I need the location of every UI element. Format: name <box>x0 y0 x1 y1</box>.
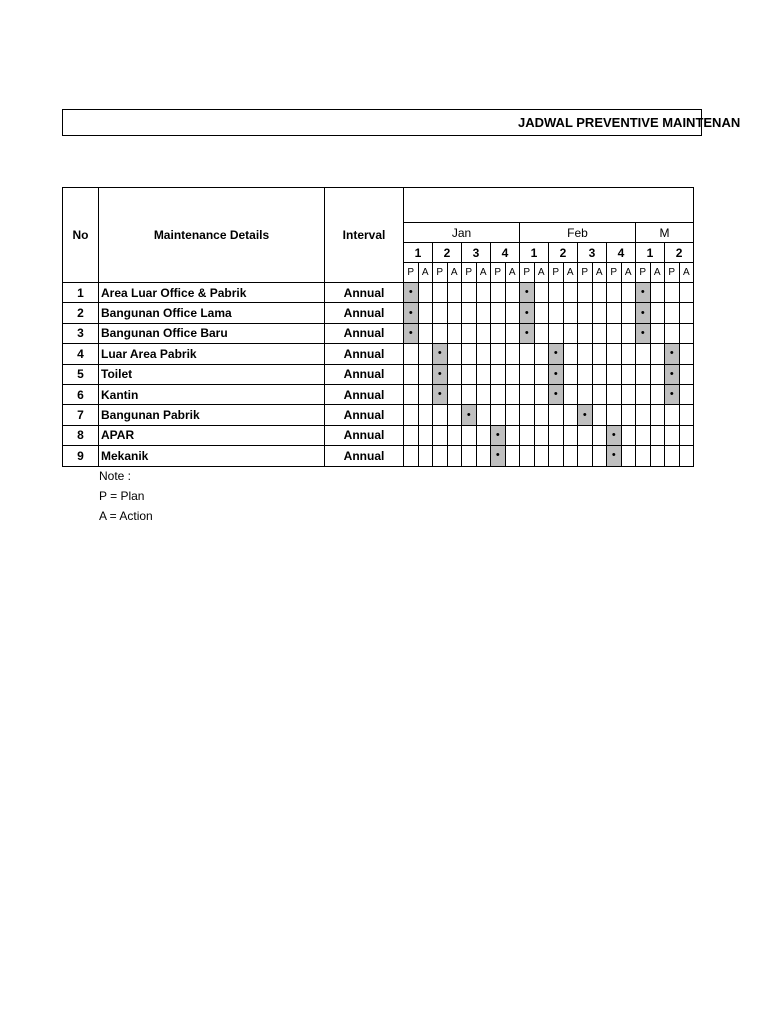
schedule-cell[interactable] <box>592 283 607 303</box>
schedule-cell[interactable] <box>636 425 651 445</box>
schedule-table <box>62 187 694 467</box>
schedule-cell[interactable] <box>549 446 564 466</box>
row-detail[interactable]: Mekanik <box>99 446 325 466</box>
schedule-cell[interactable] <box>462 344 477 364</box>
schedule-cell[interactable] <box>636 446 651 466</box>
schedule-cell[interactable] <box>549 425 564 445</box>
plan-marker-cell[interactable]: • <box>491 446 506 466</box>
schedule-cell[interactable] <box>563 405 578 425</box>
schedule-cell[interactable] <box>534 384 549 404</box>
schedule-cell[interactable] <box>621 405 636 425</box>
schedule-cell[interactable] <box>404 425 419 445</box>
schedule-cell[interactable] <box>433 323 448 343</box>
schedule-cell[interactable] <box>621 384 636 404</box>
schedule-cell[interactable] <box>621 283 636 303</box>
row-interval[interactable]: Annual <box>325 425 404 445</box>
schedule-cell[interactable] <box>563 364 578 384</box>
plan-marker-cell[interactable]: • <box>404 303 419 323</box>
plan-marker-cell[interactable]: • <box>520 323 535 343</box>
action-header: A <box>418 263 433 283</box>
schedule-cell[interactable] <box>534 344 549 364</box>
schedule-cell[interactable] <box>505 384 520 404</box>
schedule-cell[interactable] <box>563 283 578 303</box>
schedule-cell[interactable] <box>592 446 607 466</box>
week-header: 4 <box>607 243 636 263</box>
schedule-cell[interactable] <box>491 344 506 364</box>
row-detail[interactable]: Kantin <box>99 384 325 404</box>
schedule-cell[interactable] <box>621 303 636 323</box>
plan-header: P <box>636 263 651 283</box>
schedule-cell[interactable] <box>650 384 665 404</box>
schedule-cell[interactable] <box>679 323 694 343</box>
month-header: Jan <box>404 223 520 243</box>
schedule-cell[interactable] <box>462 425 477 445</box>
schedule-cell[interactable] <box>679 283 694 303</box>
month-header: M <box>636 223 694 243</box>
plan-marker-cell[interactable]: • <box>433 344 448 364</box>
schedule-cell[interactable] <box>578 364 593 384</box>
schedule-cell[interactable] <box>621 446 636 466</box>
plan-marker-cell[interactable]: • <box>549 344 564 364</box>
schedule-cell[interactable] <box>476 384 491 404</box>
schedule-cell[interactable] <box>665 405 680 425</box>
plan-marker-cell[interactable]: • <box>665 364 680 384</box>
schedule-cell[interactable] <box>592 425 607 445</box>
schedule-cell[interactable] <box>418 446 433 466</box>
schedule-cell[interactable] <box>491 405 506 425</box>
plan-marker-cell[interactable]: • <box>404 283 419 303</box>
schedule-cell[interactable] <box>549 323 564 343</box>
row-number[interactable]: 4 <box>63 344 99 364</box>
schedule-cell[interactable] <box>549 303 564 323</box>
plan-header: P <box>607 263 622 283</box>
schedule-cell[interactable] <box>505 344 520 364</box>
schedule-cell[interactable] <box>665 446 680 466</box>
plan-marker-cell[interactable]: • <box>462 405 477 425</box>
plan-marker-cell[interactable]: • <box>607 425 622 445</box>
table-row <box>63 446 694 466</box>
schedule-cell[interactable] <box>462 303 477 323</box>
schedule-cell[interactable] <box>534 303 549 323</box>
schedule-cell[interactable] <box>607 384 622 404</box>
schedule-cell[interactable] <box>520 425 535 445</box>
week-header: 2 <box>665 243 694 263</box>
schedule-cell[interactable] <box>563 303 578 323</box>
schedule-cell[interactable] <box>534 323 549 343</box>
plan-marker-cell[interactable]: • <box>607 446 622 466</box>
week-header: 3 <box>578 243 607 263</box>
schedule-cell[interactable] <box>520 446 535 466</box>
schedule-cell[interactable] <box>505 323 520 343</box>
schedule-cell[interactable] <box>679 446 694 466</box>
schedule-cell[interactable] <box>534 283 549 303</box>
plan-marker-cell[interactable]: • <box>549 364 564 384</box>
schedule-cell[interactable] <box>665 323 680 343</box>
row-interval[interactable]: Annual <box>325 446 404 466</box>
schedule-cell[interactable] <box>505 283 520 303</box>
schedule-cell[interactable] <box>578 425 593 445</box>
row-detail[interactable]: Area Luar Office & Pabrik <box>99 283 325 303</box>
week-header: 2 <box>433 243 462 263</box>
row-interval[interactable]: Annual <box>325 405 404 425</box>
note-heading: Note : <box>99 469 132 483</box>
schedule-cell[interactable] <box>476 405 491 425</box>
schedule-cell[interactable] <box>650 323 665 343</box>
schedule-cell[interactable] <box>404 405 419 425</box>
schedule-cell[interactable] <box>578 344 593 364</box>
schedule-cell[interactable] <box>433 446 448 466</box>
week-header: 1 <box>404 243 433 263</box>
plan-header: P <box>578 263 593 283</box>
schedule-cell[interactable] <box>592 364 607 384</box>
row-number[interactable]: 9 <box>63 446 99 466</box>
note-plan: P = Plan <box>99 489 145 503</box>
action-header: A <box>650 263 665 283</box>
schedule-cell[interactable] <box>462 384 477 404</box>
plan-marker-cell[interactable]: • <box>491 425 506 445</box>
schedule-cell[interactable] <box>476 364 491 384</box>
row-interval[interactable]: Annual <box>325 303 404 323</box>
row-interval[interactable]: Annual <box>325 384 404 404</box>
row-number[interactable]: 8 <box>63 425 99 445</box>
schedule-cell[interactable] <box>462 323 477 343</box>
plan-marker-cell[interactable]: • <box>520 303 535 323</box>
schedule-cell[interactable] <box>476 303 491 323</box>
schedule-cell[interactable] <box>592 303 607 323</box>
schedule-cell[interactable] <box>578 323 593 343</box>
schedule-cell[interactable] <box>418 425 433 445</box>
row-detail[interactable]: Bangunan Office Baru <box>99 323 325 343</box>
schedule-cell[interactable] <box>679 425 694 445</box>
schedule-cell[interactable] <box>491 303 506 323</box>
plan-marker-cell[interactable]: • <box>549 384 564 404</box>
schedule-cell[interactable] <box>491 283 506 303</box>
schedule-cell[interactable] <box>520 384 535 404</box>
row-interval[interactable]: Annual <box>325 283 404 303</box>
schedule-cell[interactable] <box>491 323 506 343</box>
schedule-cell[interactable] <box>607 323 622 343</box>
schedule-cell[interactable] <box>563 446 578 466</box>
schedule-cell[interactable] <box>679 344 694 364</box>
schedule-cell[interactable] <box>447 344 462 364</box>
header-no: No <box>63 188 99 283</box>
plan-marker-cell[interactable]: • <box>636 303 651 323</box>
schedule-cell[interactable] <box>505 303 520 323</box>
plan-header: P <box>520 263 535 283</box>
table-row <box>63 323 694 343</box>
schedule-cell[interactable] <box>650 425 665 445</box>
schedule-cell[interactable] <box>505 364 520 384</box>
schedule-cell[interactable] <box>404 446 419 466</box>
week-header: 3 <box>462 243 491 263</box>
schedule-cell[interactable] <box>418 384 433 404</box>
schedule-cell[interactable] <box>433 425 448 445</box>
schedule-cell[interactable] <box>607 405 622 425</box>
schedule-cell[interactable] <box>404 344 419 364</box>
table-row <box>63 405 694 425</box>
plan-marker-cell[interactable]: • <box>636 283 651 303</box>
schedule-cell[interactable] <box>578 303 593 323</box>
schedule-cell[interactable] <box>418 283 433 303</box>
row-number[interactable]: 7 <box>63 405 99 425</box>
schedule-cell[interactable] <box>520 344 535 364</box>
schedule-cell[interactable] <box>534 364 549 384</box>
schedule-cell[interactable] <box>433 303 448 323</box>
plan-marker-cell[interactable]: • <box>636 323 651 343</box>
schedule-cell[interactable] <box>447 446 462 466</box>
schedule-cell[interactable] <box>592 384 607 404</box>
schedule-cell[interactable] <box>621 425 636 445</box>
plan-header: P <box>404 263 419 283</box>
schedule-cell[interactable] <box>650 344 665 364</box>
schedule-cell[interactable] <box>476 425 491 445</box>
row-detail[interactable]: APAR <box>99 425 325 445</box>
schedule-cell[interactable] <box>578 384 593 404</box>
schedule-cell[interactable] <box>636 384 651 404</box>
row-number[interactable]: 1 <box>63 283 99 303</box>
schedule-cell[interactable] <box>578 446 593 466</box>
plan-marker-cell[interactable]: • <box>404 323 419 343</box>
schedule-cell[interactable] <box>679 405 694 425</box>
week-header: 2 <box>549 243 578 263</box>
schedule-cell[interactable] <box>563 384 578 404</box>
schedule-cell[interactable] <box>665 303 680 323</box>
schedule-cell[interactable] <box>476 323 491 343</box>
action-header: A <box>534 263 549 283</box>
schedule-cell[interactable] <box>650 446 665 466</box>
row-number[interactable]: 2 <box>63 303 99 323</box>
header-row-top <box>63 188 694 223</box>
row-number[interactable]: 3 <box>63 323 99 343</box>
schedule-cell[interactable] <box>534 425 549 445</box>
schedule-cell[interactable] <box>621 323 636 343</box>
schedule-cell[interactable] <box>505 425 520 445</box>
row-detail[interactable]: Bangunan Pabrik <box>99 405 325 425</box>
schedule-cell[interactable] <box>679 384 694 404</box>
schedule-cell[interactable] <box>578 283 593 303</box>
row-interval[interactable]: Annual <box>325 344 404 364</box>
schedule-cell[interactable] <box>650 405 665 425</box>
schedule-cell[interactable] <box>476 344 491 364</box>
schedule-cell[interactable] <box>433 283 448 303</box>
schedule-cell[interactable] <box>592 405 607 425</box>
week-header: 4 <box>491 243 520 263</box>
schedule-cell[interactable] <box>433 405 448 425</box>
schedule-cell[interactable] <box>592 344 607 364</box>
schedule-cell[interactable] <box>636 344 651 364</box>
plan-marker-cell[interactable]: • <box>433 384 448 404</box>
schedule-cell[interactable] <box>563 323 578 343</box>
action-header: A <box>592 263 607 283</box>
schedule-cell[interactable] <box>462 283 477 303</box>
plan-marker-cell[interactable]: • <box>665 344 680 364</box>
schedule-cell[interactable] <box>462 364 477 384</box>
title-box <box>62 109 741 136</box>
schedule-cell[interactable] <box>447 303 462 323</box>
table-row <box>63 364 694 384</box>
schedule-cell[interactable] <box>404 364 419 384</box>
schedule-cell[interactable] <box>418 364 433 384</box>
row-interval[interactable]: Annual <box>325 323 404 343</box>
schedule-cell[interactable] <box>607 364 622 384</box>
table-row <box>63 344 694 364</box>
action-header: A <box>679 263 694 283</box>
schedule-cell[interactable] <box>447 405 462 425</box>
header-interval: Interval <box>325 188 404 283</box>
row-number[interactable]: 6 <box>63 384 99 404</box>
schedule-cell[interactable] <box>447 323 462 343</box>
schedule-cell[interactable] <box>418 344 433 364</box>
schedule-cell[interactable] <box>418 323 433 343</box>
row-detail[interactable]: Toilet <box>99 364 325 384</box>
header-details: Maintenance Details <box>99 188 325 283</box>
week-header: 1 <box>520 243 549 263</box>
schedule-cell[interactable] <box>650 303 665 323</box>
schedule-cell[interactable] <box>476 283 491 303</box>
schedule-cell[interactable] <box>607 344 622 364</box>
schedule-cell[interactable] <box>491 384 506 404</box>
table-row <box>63 425 694 445</box>
row-number[interactable]: 5 <box>63 364 99 384</box>
table-row <box>63 283 694 303</box>
schedule-cell[interactable] <box>404 384 419 404</box>
row-interval[interactable]: Annual <box>325 364 404 384</box>
row-detail[interactable]: Bangunan Office Lama <box>99 303 325 323</box>
schedule-cell[interactable] <box>491 364 506 384</box>
schedule-cell[interactable] <box>636 364 651 384</box>
schedule-cell[interactable] <box>447 384 462 404</box>
schedule-cell[interactable] <box>650 283 665 303</box>
plan-marker-cell[interactable]: • <box>520 283 535 303</box>
schedule-cell[interactable] <box>563 425 578 445</box>
schedule-cell[interactable] <box>505 405 520 425</box>
plan-header: P <box>549 263 564 283</box>
plan-header: P <box>491 263 506 283</box>
action-header: A <box>505 263 520 283</box>
schedule-cell[interactable] <box>679 303 694 323</box>
note-action: A = Action <box>99 509 153 523</box>
schedule-cell[interactable] <box>665 425 680 445</box>
schedule-cell[interactable] <box>462 446 477 466</box>
notes <box>99 466 153 526</box>
plan-marker-cell[interactable]: • <box>665 384 680 404</box>
plan-header: P <box>665 263 680 283</box>
week-header: 1 <box>636 243 665 263</box>
action-header: A <box>476 263 491 283</box>
plan-marker-cell[interactable]: • <box>433 364 448 384</box>
schedule-cell[interactable] <box>520 364 535 384</box>
schedule-cell[interactable] <box>621 344 636 364</box>
schedule-cell[interactable] <box>447 425 462 445</box>
schedule-cell[interactable] <box>563 344 578 364</box>
schedule-cell[interactable] <box>476 446 491 466</box>
action-header: A <box>563 263 578 283</box>
schedule-cell[interactable] <box>549 405 564 425</box>
schedule-cell[interactable] <box>418 405 433 425</box>
table-row <box>63 303 694 323</box>
table-row <box>63 384 694 404</box>
schedule-cell[interactable] <box>607 303 622 323</box>
action-header: A <box>447 263 462 283</box>
schedule-cell[interactable] <box>650 364 665 384</box>
header-blank <box>404 188 694 223</box>
schedule-cell[interactable] <box>636 405 651 425</box>
schedule-cell[interactable] <box>534 405 549 425</box>
schedule-cell[interactable] <box>520 405 535 425</box>
month-header: Feb <box>520 223 636 243</box>
page-title: JADWAL PREVENTIVE MAINTENAN <box>518 115 741 130</box>
schedule-cell[interactable] <box>447 283 462 303</box>
row-detail[interactable]: Luar Area Pabrik <box>99 344 325 364</box>
plan-header: P <box>433 263 448 283</box>
schedule-cell[interactable] <box>418 303 433 323</box>
schedule-cell[interactable] <box>505 446 520 466</box>
plan-header: P <box>462 263 477 283</box>
schedule-cell[interactable] <box>607 283 622 303</box>
schedule-cell[interactable] <box>621 364 636 384</box>
action-header: A <box>621 263 636 283</box>
plan-marker-cell[interactable]: • <box>578 405 593 425</box>
schedule-cell[interactable] <box>549 283 564 303</box>
schedule-cell[interactable] <box>447 364 462 384</box>
schedule-cell[interactable] <box>665 283 680 303</box>
schedule-cell[interactable] <box>534 446 549 466</box>
schedule-cell[interactable] <box>679 364 694 384</box>
schedule-cell[interactable] <box>592 323 607 343</box>
